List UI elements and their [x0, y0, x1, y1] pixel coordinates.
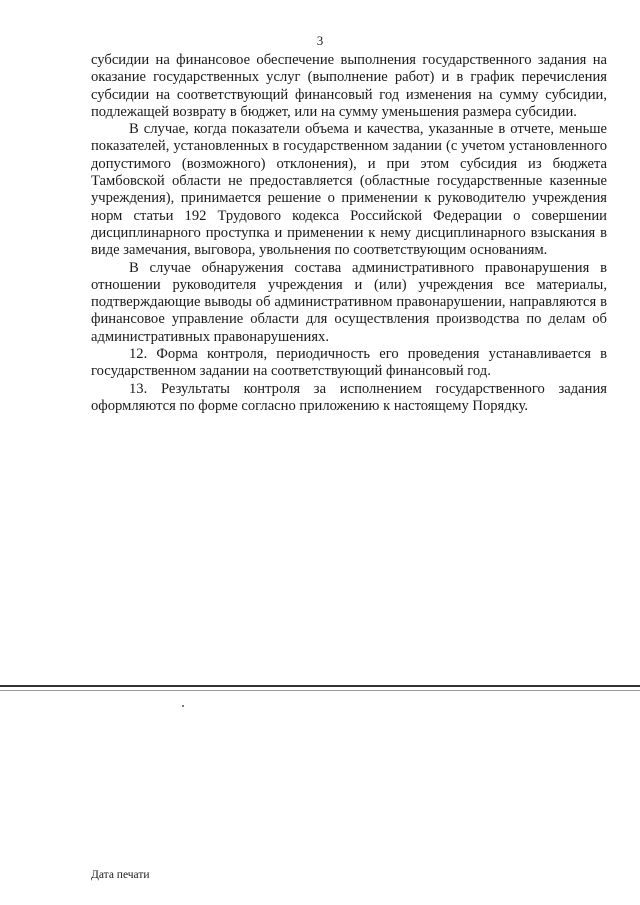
paragraph-administrative: В случае обнаружения состава административного правонарушения в отношении руководителя учреждения и (или) учреждения все материалы, подтверждающие выводы об административном правонарушении, направляются в финансовое управление области для осуществления производства по делам об административных правонарушениях. [91, 259, 607, 345]
paragraph-disciplinary: В случае, когда показатели объема и качества, указанные в отчете, меньше показателей, установленных в государственном задании (с учетом установленного допустимого (возможного) отклонения), и при этом субсидия из бюджета Тамбовской области не предоставляется (областные государственные казенные учреждения), принимается решение о применении к руководителю учреждения норм статьи 192 Трудового кодекса Российской Федерации о совершении дисциплинарного проступка и применении к нему дисциплинарного взыскания в виде замечания, выговора, увольнения по соответствующим основаниям. [91, 121, 607, 259]
page-divider-shadow [0, 690, 640, 691]
page-divider [0, 685, 640, 687]
paragraph-item-13: 13. Результаты контроля за исполнением государственного задания оформляются по форме согласно приложению к настоящему Порядку. [91, 380, 607, 414]
document-body [91, 52, 607, 415]
page-number: 3 [316, 33, 324, 48]
paragraph-continuation: субсидии на финансовое обеспечение выполнения государственного задания на оказание государственных услуг (выполнение работ) и в график перечисления субсидии на соответствующий финансовый год изменения на сумму субсидии, подлежащей возврату в бюджет, или на сумму уменьшения размера субсидии. [91, 52, 607, 120]
scan-artifact [182, 705, 184, 707]
paragraph-item-12: 12. Форма контроля, периодичность его проведения устанавливается в государственном задании на соответствующий финансовый год. [91, 346, 607, 380]
print-date-label: Дата печати [91, 869, 150, 881]
